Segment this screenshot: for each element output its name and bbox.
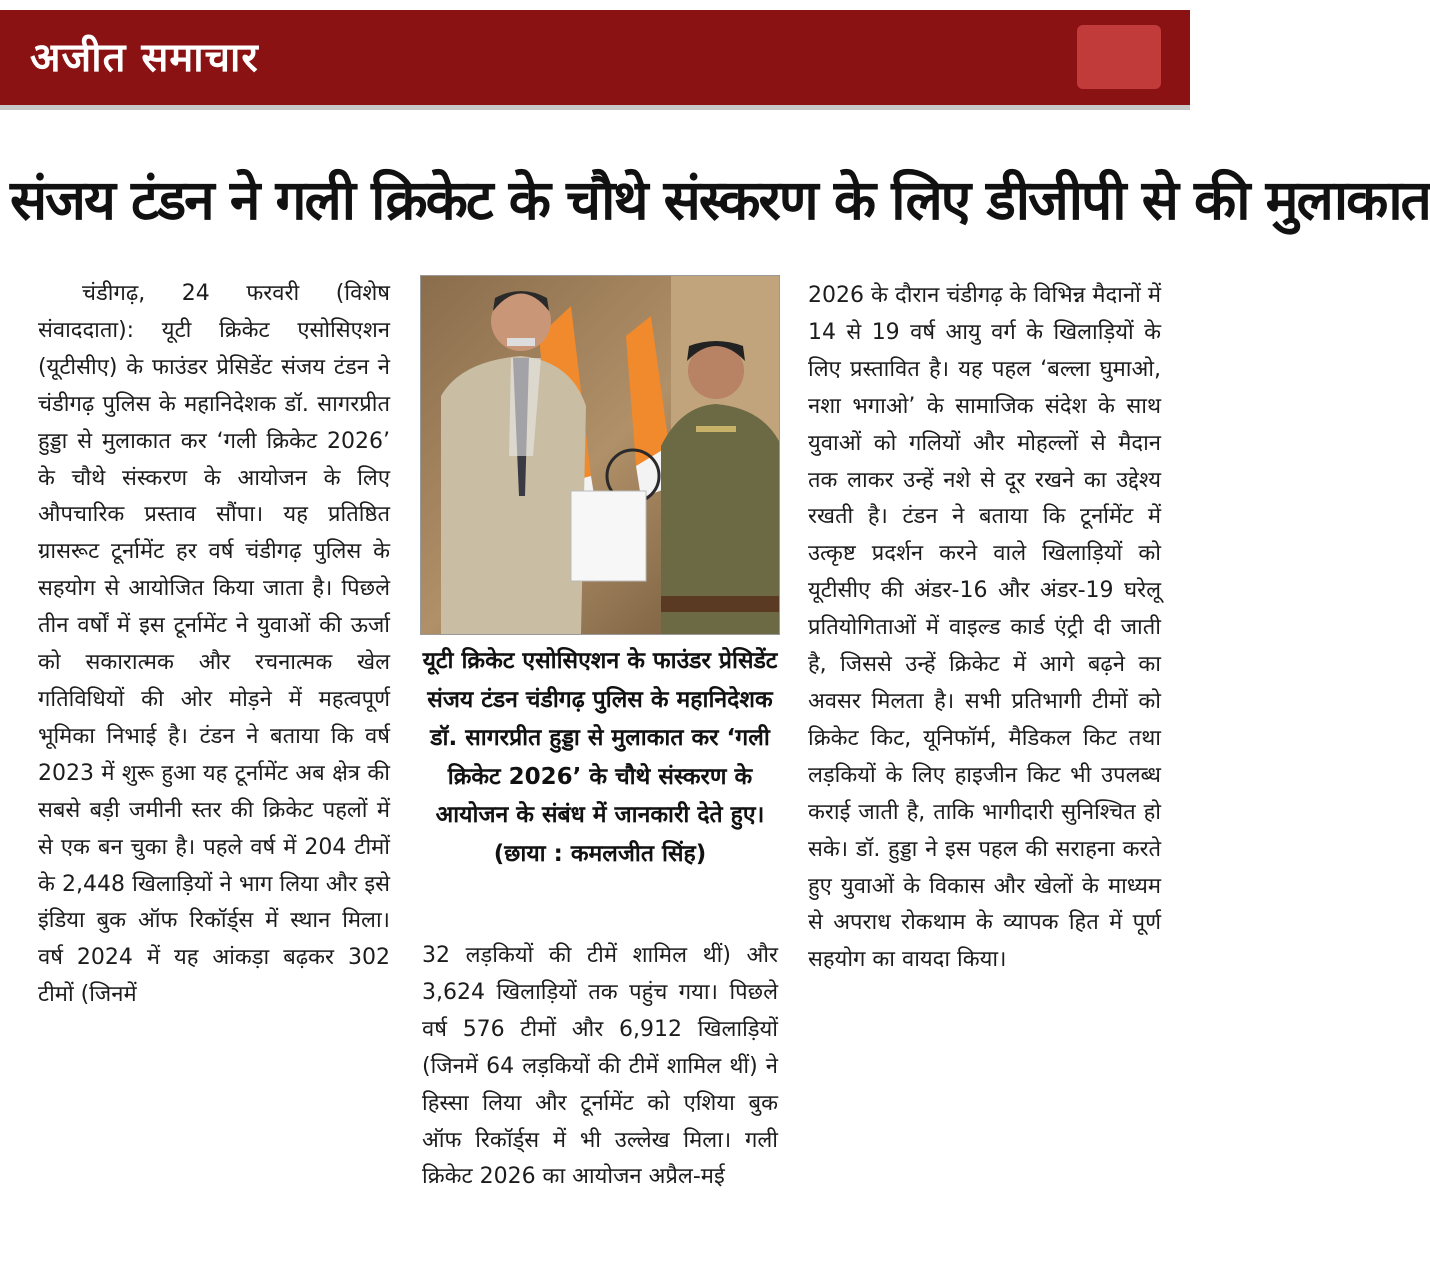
photo-illustration [421, 276, 779, 634]
article-column-left: चंडीगढ़, 24 फरवरी (विशेष संवाददाता): यूटी क्रिकेट एसोसिएशन (यूटीसीए) के फाउंडर प्रेसिडेंट संजय टंडन ने चंडीगढ़ पुलिस के महानिदेशक डॉ. सागरप्रीत हुड्डा से मुलाकात कर ‘गली क्रिकेट 2026’ के चौथे संस्करण के आयोजन के लिए औपचारिक प्रस्ताव सौंपा। यह प्रतिष्ठित ग्रासरूट टूर्नामेंट हर वर्ष चंडीगढ़ पुलिस के सहयोग से आयोजित किया जाता है। पिछले तीन वर्षों में इस टूर्नामेंट ने युवाओं की ऊर्जा को सकारात्मक और रचनात्मक खेल गतिविधियों की ओर मोड़ने में महत्वपूर्ण भूमिका निभाई है। टंडन ने बताया कि वर्ष 2023 में शुरू हुआ यह टूर्नामेंट अब क्षेत्र की सबसे बड़ी जमीनी स्तर की क्रिकेट पहलों में से एक बन चुका है। पहले वर्ष में 204 टीमों के 2,448 खिलाड़ियों ने भाग लिया और इसे इंडिया बुक ऑफ रिकॉर्ड्स में स्थान मिला। वर्ष 2024 में यह आंकड़ा बढ़कर 302 टीमों (जिनमें [38, 281, 390, 1008]
masthead-badge [1077, 25, 1161, 89]
article-column-middle: 32 लड़कियों की टीमें शामिल थीं) और 3,624 खिलाड़ियों तक पहुंच गया। पिछले वर्ष 576 टीमों और 6,912 खिलाड़ियों (जिनमें 64 लड़कियों की टीमें शामिल थीं) ने हिस्सा लिया और टूर्नामेंट को एशिया बुक ऑफ रिकॉर्ड्स में भी उल्लेख मिला। गली क्रिकेट 2026 का आयोजन अप्रैल-मई [422, 943, 778, 1190]
photo-caption: यूटी क्रिकेट एसोसिएशन के फाउंडर प्रेसिडेंट संजय टंडन चंडीगढ़ पुलिस के महानिदेशक डॉ. सागरप्रीत हुड्डा से मुलाकात कर ‘गली क्रिकेट 2026’ के चौथे संस्करण के आयोजन के संबंध में जानकारी देते हुए। (छाया : कमलजीत सिंह) [422, 648, 778, 867]
masthead-divider [0, 105, 1190, 110]
news-photo [420, 275, 780, 635]
article-headline: संजय टंडन ने गली क्रिकेट के चौथे संस्करण के लिए डीजीपी से की मुलाकात [10, 168, 1430, 232]
newspaper-name: अजीत समाचार [30, 34, 259, 81]
masthead [0, 10, 1190, 105]
article-column-right: 2026 के दौरान चंडीगढ़ के विभिन्न मैदानों में 14 से 19 वर्ष आयु वर्ग के खिलाड़ियों के लिए प्रस्तावित है। यह पहल ‘बल्ला घुमाओ, नशा भगाओ’ के सामाजिक संदेश के साथ युवाओं को गलियों और मोहल्लों से मैदान तक लाकर उन्हें नशे से दूर रखने का उद्देश्य रखती है। टंडन ने बताया कि टूर्नामेंट में उत्कृष्ट प्रदर्शन करने वाले खिलाड़ियों को यूटीसीए की अंडर-16 और अंडर-19 घरेलू प्रतियोगिताओं में वाइल्ड कार्ड एंट्री दी जाती है, जिससे उन्हें क्रिकेट में आगे बढ़ने का अवसर मिलता है। सभी प्रतिभागी टीमों को क्रिकेट किट, यूनिफॉर्म, मैडिकल किट तथा लड़कियों के लिए हाइजीन किट भी उपलब्ध कराई जाती है, ताकि भागीदारी सुनिश्चित हो सके। डॉ. हुड्डा ने इस पहल की सराहना करते हुए युवाओं के विकास और खेलों के माध्यम से अपराध रोकथाम के व्यापक हित में पूर्ण सहयोग का वायदा किया। [808, 283, 1161, 973]
